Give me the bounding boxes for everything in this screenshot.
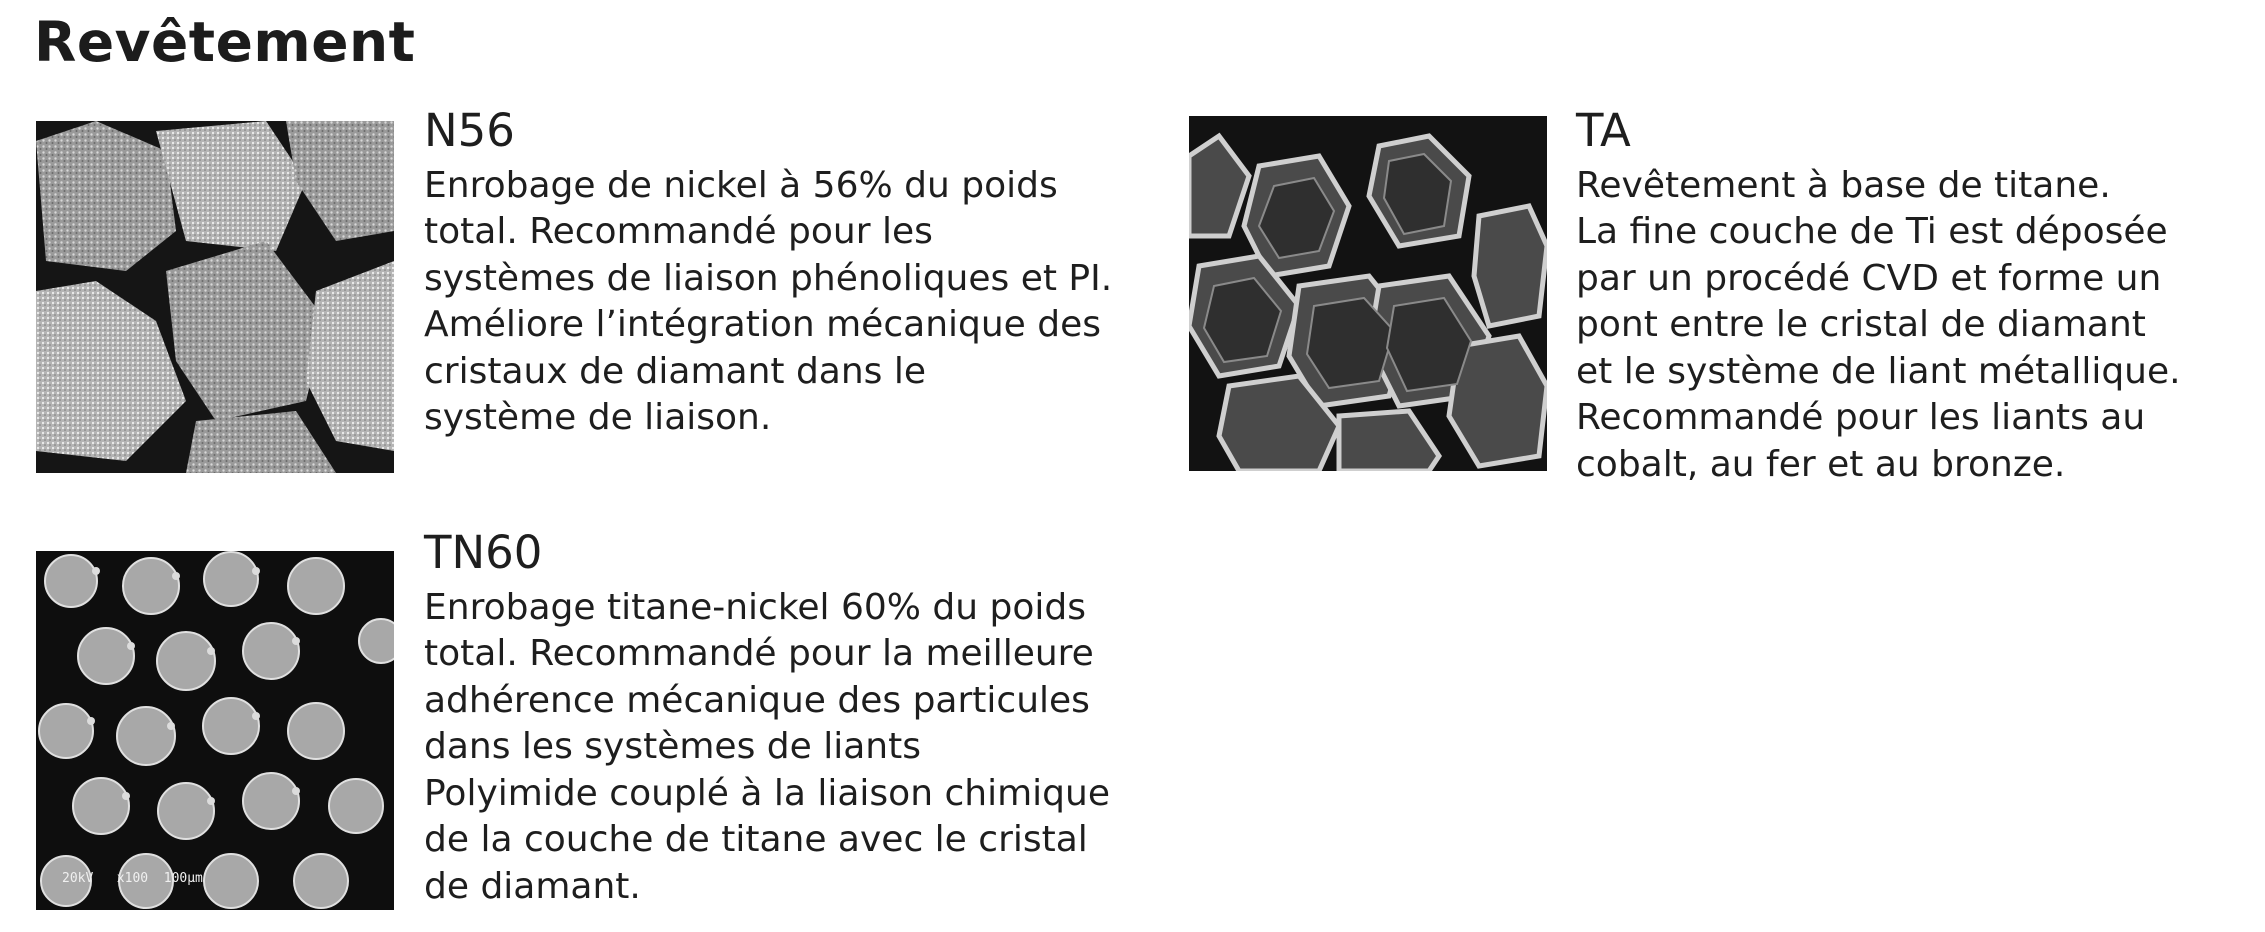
coating-description-line: pont entre le cristal de diamant — [1576, 304, 2146, 346]
coating-description-line: de la couche de titane avec le cristal — [424, 819, 1088, 861]
ta-crystals-illustration — [1189, 116, 1547, 471]
coating-n56 — [424, 105, 1164, 442]
coating-description-line: total. Recommandé pour la meilleure — [424, 633, 1094, 675]
coating-description-line: Revêtement à base de titane. — [1576, 164, 2111, 206]
coating-heading: TA — [1576, 104, 1631, 157]
coating-description-line: total. Recommandé pour les — [424, 211, 933, 253]
coating-description-line: par un procédé CVD et forme un — [1576, 257, 2162, 299]
tn60-crystals-illustration — [36, 551, 394, 910]
coating-description-line: dans les systèmes de liants — [424, 726, 921, 768]
coating-description-line: Enrobage titane-nickel 60% du poids — [424, 586, 1087, 628]
tn60-micrograph-image — [36, 551, 394, 910]
coating-description-line: et le système de liant métallique. — [1576, 350, 2181, 392]
coating-heading: N56 — [424, 104, 515, 157]
coating-description-line: de diamant. — [424, 865, 641, 907]
coating-description-line: cristaux de diamant dans le — [424, 350, 927, 392]
coating-description-line: Améliore l’intégration mécanique des — [424, 304, 1102, 346]
coating-description-line: La fine couche de Ti est déposée — [1576, 211, 2168, 253]
coating-description-line: système de liaison. — [424, 397, 772, 439]
micrograph-scale-caption: 20kV x100 100µm — [62, 871, 203, 886]
n56-crystals-illustration — [36, 121, 394, 473]
coating-ta — [1576, 105, 2256, 488]
page-title: Revêtement — [34, 10, 416, 74]
ta-micrograph-image — [1189, 116, 1547, 471]
n56-micrograph-image — [36, 121, 394, 473]
coating-description-line: systèmes de liaison phénoliques et PI. — [424, 257, 1113, 299]
coating-description-line: Enrobage de nickel à 56% du poids — [424, 164, 1058, 206]
coating-description-line: adhérence mécanique des particules — [424, 679, 1090, 721]
coating-tn60 — [424, 527, 1184, 910]
coating-description-line: Recommandé pour les liants au — [1576, 397, 2146, 439]
coating-description-line: Polyimide couplé à la liaison chimique — [424, 772, 1110, 814]
coating-heading: TN60 — [424, 526, 543, 579]
coating-description-line: cobalt, au fer et au bronze. — [1576, 443, 2066, 485]
